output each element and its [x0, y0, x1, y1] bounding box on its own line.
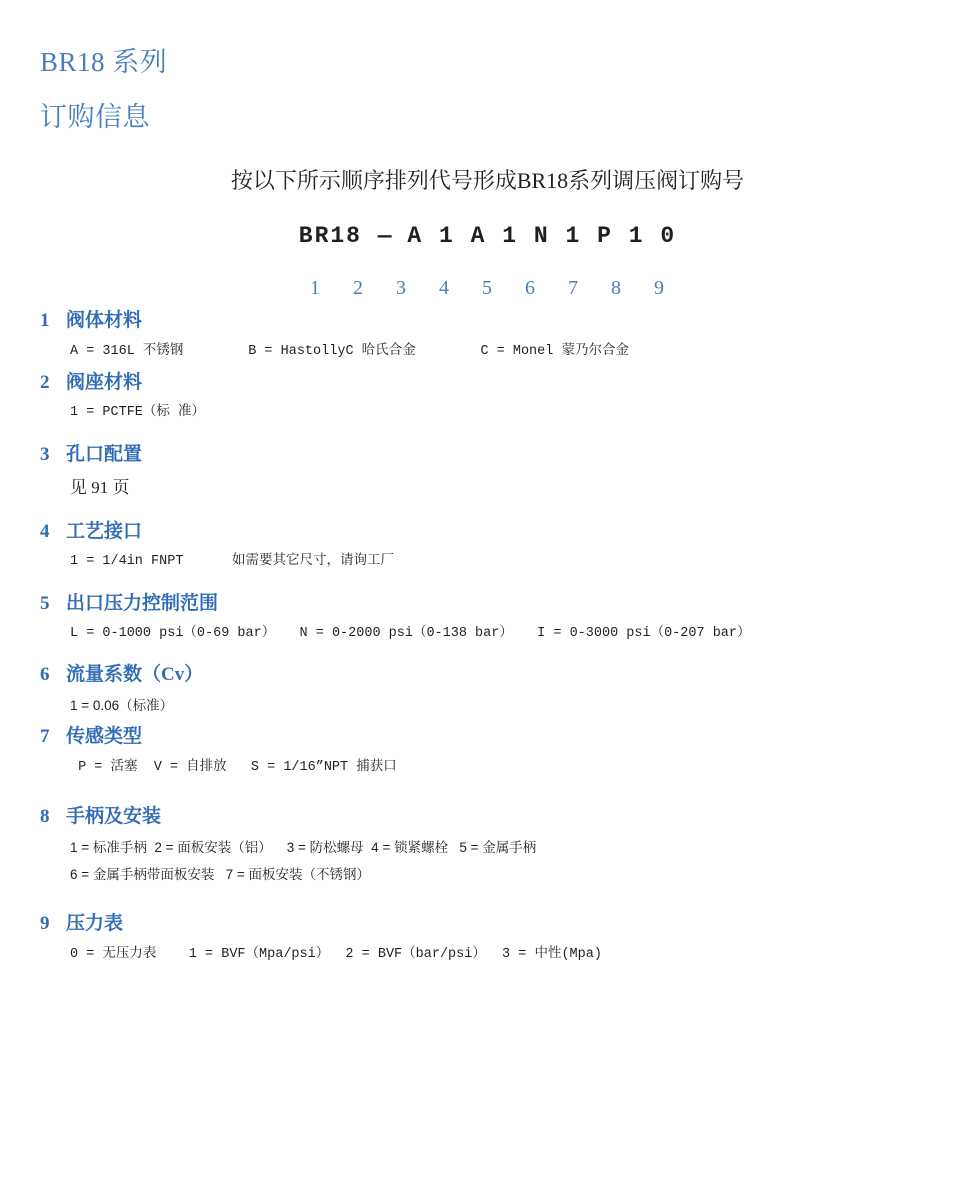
section-2 — [0, 370, 975, 424]
section-4 — [0, 519, 975, 573]
section-5-heading — [40, 591, 975, 618]
section-6 — [0, 662, 975, 716]
section-5-title: 出口压力控制范围 — [66, 592, 219, 614]
page-title: BR18 系列 — [40, 47, 168, 77]
section-8-number: 8 — [40, 806, 50, 828]
section-5 — [0, 591, 975, 645]
order-code-seg-4: 1 — [502, 223, 519, 249]
section-8 — [0, 804, 975, 885]
section-3-heading — [40, 442, 975, 469]
index-num-3: 3 — [396, 277, 407, 299]
lead-text: 按以下所示顺序排列代号形成BR18系列调压阀订购号 — [230, 168, 745, 193]
index-num-4: 4 — [439, 277, 450, 299]
section-7-number: 7 — [40, 726, 50, 748]
section-7-heading — [40, 724, 975, 751]
section-1 — [0, 308, 975, 362]
section-7 — [0, 724, 975, 778]
section-8-line-1: 1 = 标准手柄 2 = 面板安装（铝） 3 = 防松螺母 4 = 锁紧螺栓 5 = 金属手柄 — [70, 839, 537, 855]
section-4-title: 工艺接口 — [66, 520, 143, 542]
order-code-seg-9: 0 — [660, 223, 677, 249]
section-6-title: 流量系数（Cv） — [66, 664, 204, 686]
section-4-line-1: 1 = 1/4in FNPT 如需要其它尺寸，请询工厂 — [70, 554, 395, 570]
index-num-2: 2 — [353, 277, 364, 299]
section-9-heading — [40, 911, 975, 938]
order-code-seg-2: 1 — [439, 223, 455, 249]
section-6-line-1: 1 = 0.06（标准） — [70, 698, 174, 714]
section-4-heading — [40, 519, 975, 546]
order-code-seg-5: N — [533, 223, 550, 249]
index-num-8: 8 — [611, 277, 622, 299]
section-6-number: 6 — [40, 664, 50, 686]
index-num-7: 7 — [568, 277, 579, 299]
section-1-heading — [40, 308, 975, 335]
section-6-heading — [40, 662, 975, 689]
section-3-number: 3 — [40, 443, 50, 465]
section-2-heading — [40, 370, 975, 397]
section-3-title: 孔口配置 — [66, 443, 143, 465]
section-3 — [0, 442, 975, 501]
index-num-1: 1 — [310, 277, 321, 299]
section-8-heading — [40, 804, 975, 831]
index-num-5: 5 — [482, 277, 493, 299]
index-num-6: 6 — [525, 277, 536, 299]
order-code-seg-6: 1 — [565, 223, 582, 249]
section-9-line-1: 0 = 无压力表 1 = BVF（Mpa/psi） 2 = BVF（bar/psi） 3 = 中性(Mpa) — [70, 946, 602, 962]
section-2-title: 阀座材料 — [66, 371, 143, 393]
index-number-row — [0, 277, 975, 300]
order-code-line — [0, 223, 975, 249]
section-8-title: 手柄及安装 — [66, 806, 162, 828]
order-code-seg-3: A — [470, 223, 487, 249]
order-code-seg-8: 1 — [628, 223, 645, 249]
section-1-title: 阀体材料 — [66, 310, 143, 331]
section-5-line-1: L = 0-1000 psi（0‑69 bar） N = 0-2000 psi（0-138 bar） I = 0-3000 psi（0-207 bar） — [70, 626, 751, 642]
order-code-prefix: BR18 — [298, 223, 362, 249]
section-9-title: 压力表 — [66, 913, 124, 935]
section-1-line-1: A = 316L 不锈钢 B = HastollyC 哈氏合金 C = Monel 蒙乃尔合金 — [70, 343, 629, 359]
section-7-line-1: P = 活塞 V = 自排放 S = 1/16”NPT 捕获口 — [70, 759, 397, 775]
section-3-line-1: 见 91 页 — [70, 478, 130, 498]
index-num-9: 9 — [654, 277, 665, 299]
section-8-line-2: 6 = 金属手柄带面板安装 7 = 面板安装（不锈钢） — [70, 867, 371, 882]
section-4-number: 4 — [40, 520, 50, 542]
section-9-number: 9 — [40, 913, 50, 935]
title-block — [0, 0, 975, 134]
section-7-title: 传感类型 — [66, 726, 143, 748]
page-subtitle: 订购信息 — [40, 102, 150, 132]
order-code-seg-7: P — [597, 223, 613, 249]
order-code-seg-1: A — [407, 223, 424, 249]
section-5-number: 5 — [40, 592, 50, 614]
section-2-number: 2 — [40, 371, 50, 393]
section-1-number: 1 — [40, 310, 50, 331]
order-code-dash: — — [377, 223, 392, 249]
section-2-line-1: 1 = PCTFE（标 准） — [70, 405, 206, 421]
section-9 — [0, 911, 975, 965]
